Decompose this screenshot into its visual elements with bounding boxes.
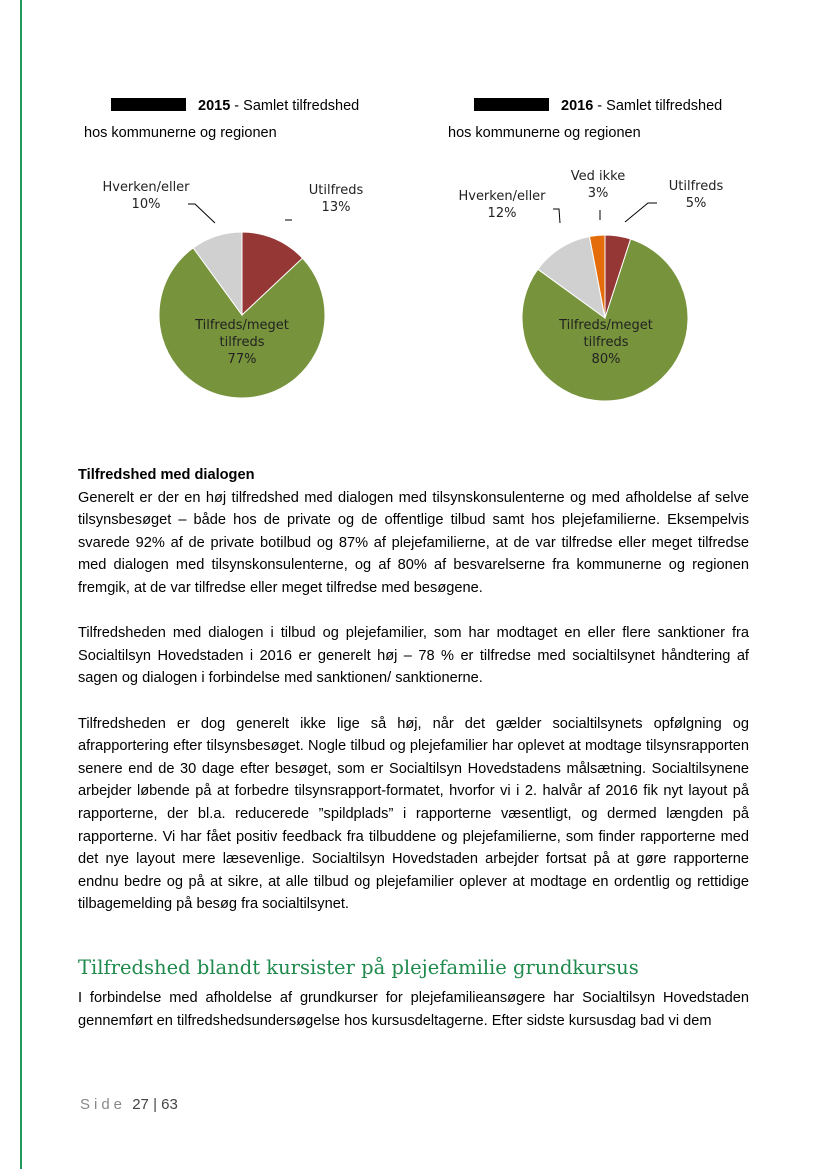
slice-name-label: Tilfreds/meget	[195, 318, 289, 333]
section-heading-dialog: Tilfredshed med dialogen	[78, 467, 255, 483]
slice-label-hverken-eller	[102, 180, 190, 212]
pie-svg	[80, 96, 420, 396]
page-footer	[80, 1096, 178, 1113]
slice-value-label: 12%	[487, 206, 517, 221]
slice-name-label: tilfreds	[583, 335, 629, 350]
slice-name-label: Ved ikke	[570, 169, 626, 184]
pie-svg	[443, 96, 783, 396]
chart-title-year: 2016	[561, 98, 594, 114]
slice-name-label: Tilfreds/meget	[559, 318, 653, 333]
leader-line-hverken-eller	[188, 204, 215, 223]
chart-subtitle: hos kommunerne og regionen	[448, 125, 641, 141]
slice-value-label: 77%	[227, 352, 257, 367]
slice-value-label: 80%	[591, 352, 621, 367]
chart-title-text: - Samlet tilfredshed	[230, 98, 360, 114]
footer-separator: |	[153, 1096, 157, 1113]
slice-name-label: tilfreds	[219, 335, 265, 350]
pie-chart-2016	[443, 96, 783, 396]
section-course	[78, 987, 749, 1032]
footer-page-total: 63	[161, 1096, 178, 1113]
slice-label-utilfreds	[669, 179, 724, 211]
footer-side-label: Side	[80, 1096, 127, 1113]
slice-name-label: Utilfreds	[308, 183, 364, 198]
paragraph: Generelt er der en høj tilfredshed med dialogen med tilsynskonsulenterne og med afholdelse af selve tilsynsbesøget – både hos de private og de offentlige tilbud samt hos plejefamilierne. Eksempelvis svarede 92% af de private botilbud og 87% af plejefamilierne, at de var tilfredse eller meget tilfredse med dialogen med tilsynskonsulenterne, og af 80% af besvarelserne fra kommunerne og regionen fremgik, at de var tilfredse eller meget tilfredse med besøgene.	[78, 489, 749, 596]
slice-value-label: 3%	[587, 186, 609, 201]
slice-name-label: Hverken/eller	[458, 189, 546, 204]
slice-name-label: Hverken/eller	[102, 180, 190, 195]
paragraph: Tilfredsheden er dog generelt ikke lige så høj, når det gælder socialtilsynets opfølgning og afrapportering efter tilsynsbesøget. Nogle tilbud og plejefamilier har oplevet at modtage tilsynsrapporten senere end de 30 dage efter besøget, som er Socialtilsyn Hovedstadens målsætning. Socialtilsynene arbejder løbende på at forbedre tilsynsrapport-formatet, hvorfor vi i 2. halvår af 2016 fik nyt layout på rapporterne, der bl.a. reducerede ”spildplads” i rapporterne væsentligt, og dermed længden på rapporterne. Vi har fået positiv feedback fra tilbuddene og plejefamilierne, som finder rapporterne med det nye layout mere læsevenlige. Socialtilsyn Hovedstaden arbejder fortsat på at gøre rapporterne endnu bedre og på at sikre, at alle tilbud og plejefamilier oplever at modtage en ordentlig og rettidige tilbagemelding på besøg fra socialtilsynet.	[78, 715, 749, 913]
page-margin-rule	[20, 0, 22, 1169]
slice-label-hverken-eller	[458, 189, 546, 221]
chart-subtitle: hos kommunerne og regionen	[84, 125, 277, 141]
section-dialog	[78, 464, 749, 916]
chart-title-text: - Samlet tilfredshed	[593, 98, 723, 114]
slice-value-label: 5%	[685, 196, 707, 211]
section-heading-course: Tilfredshed blandt kursister på plejefamilie grundkursus	[78, 956, 639, 979]
leader-line-utilfreds	[625, 203, 657, 222]
slice-value-label: 13%	[321, 200, 351, 215]
footer-page-number: 27	[132, 1096, 149, 1113]
slice-value-label: 10%	[131, 197, 161, 212]
slice-label-utilfreds	[309, 183, 364, 215]
paragraph: Tilfredsheden med dialogen i tilbud og plejefamilier, som har modtaget en eller flere sanktioner fra Socialtilsyn Hovedstaden i 2016 er generelt høj – 78 % er tilfredse med socialtilsynet håndtering af sagen og dialogen i forbindelse med sanktionen/ sanktionerne.	[78, 625, 749, 687]
pie-chart-2015	[80, 96, 420, 396]
chart-title-year: 2015	[198, 98, 231, 114]
slice-name-label: Utilfreds	[668, 179, 724, 194]
slice-label-ved-ikke	[571, 169, 625, 201]
leader-line-hverken-eller	[553, 209, 560, 223]
paragraph: I forbindelse med afholdelse af grundkurser for plejefamilieansøgere har Socialtilsyn Hovedstaden gennemført en tilfredshedsundersøgelse hos kursusdeltagerne. Efter sidste kursusdag bad vi dem	[78, 990, 749, 1029]
